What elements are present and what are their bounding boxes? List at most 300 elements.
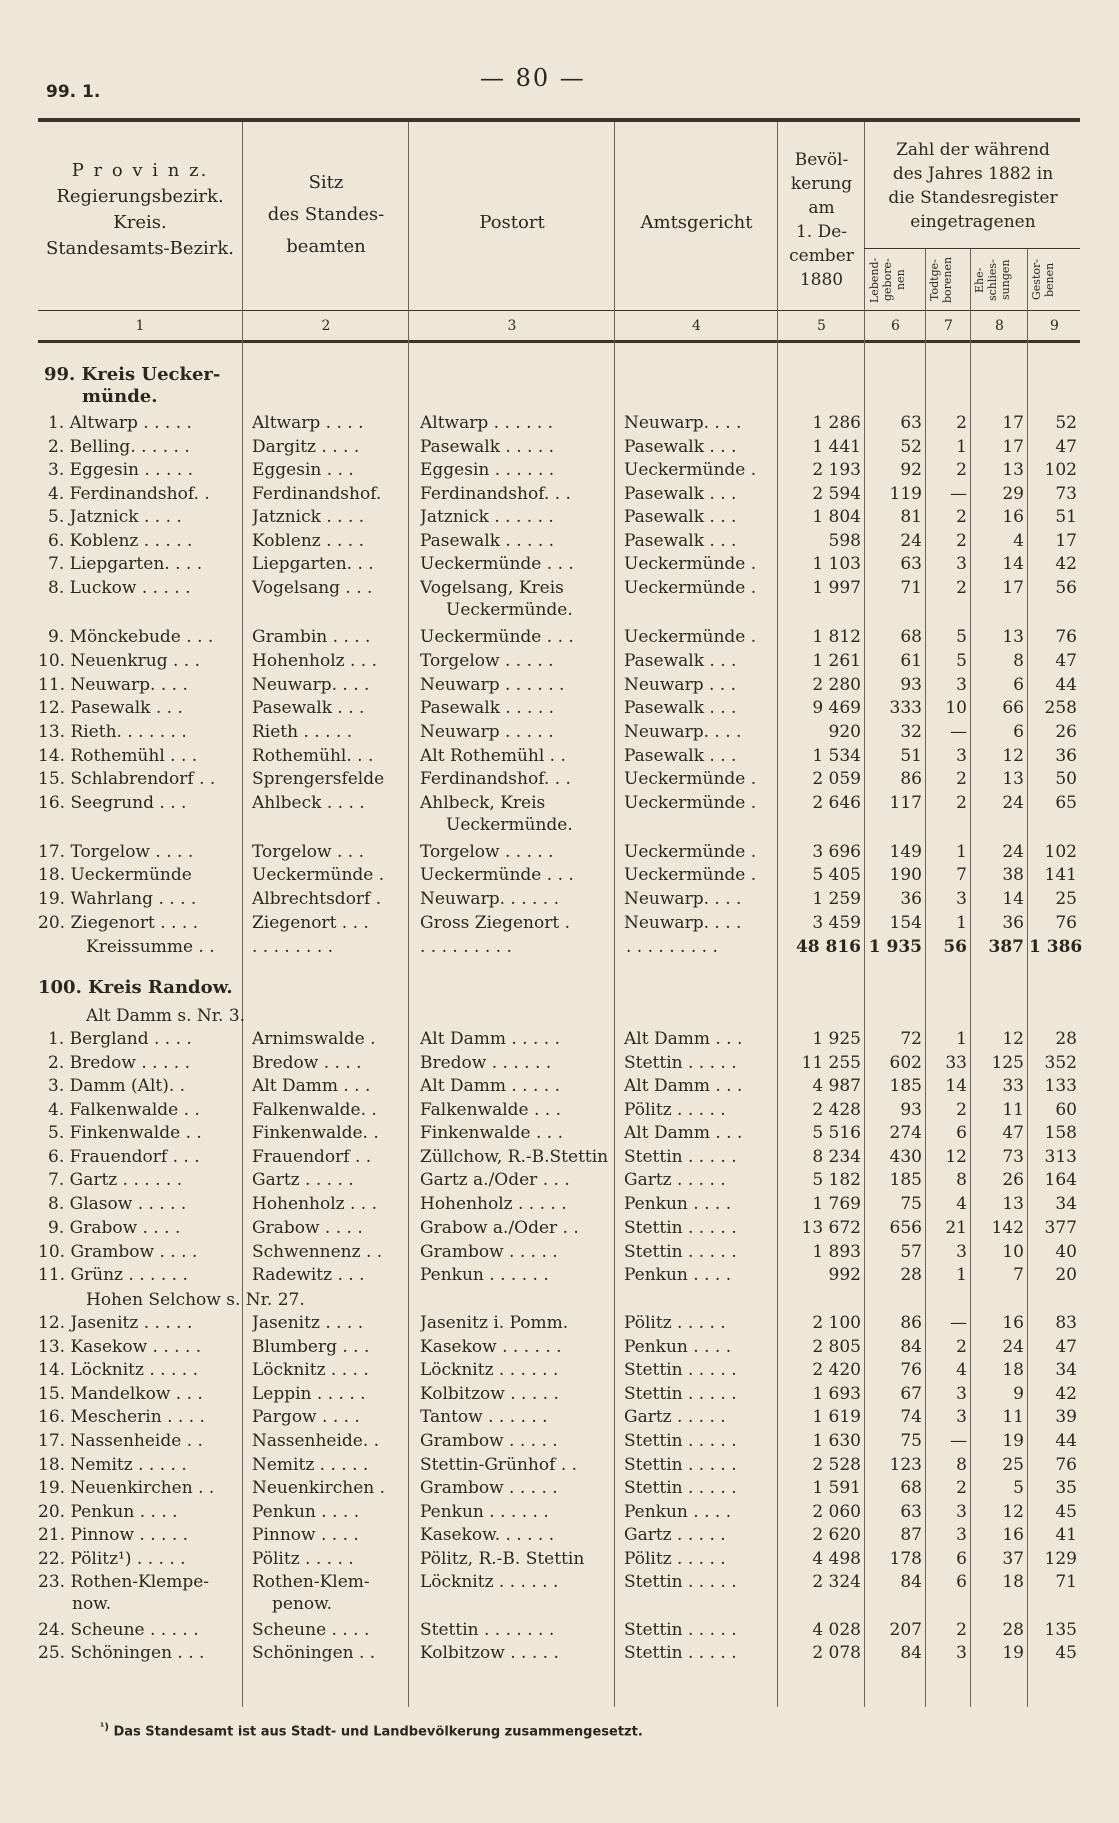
stillbirths: 2 xyxy=(956,413,967,433)
live-births: 32 xyxy=(900,722,922,742)
post-office: Bredow . . . . . . xyxy=(420,1053,552,1073)
registrar-seat: Finkenwalde. . xyxy=(252,1123,379,1143)
live-births: 190 xyxy=(889,865,922,885)
marriages: 28 xyxy=(1002,1620,1024,1640)
deaths: 133 xyxy=(1044,1076,1077,1096)
marriages: 10 xyxy=(1002,1242,1024,1262)
column-number: 2 xyxy=(321,318,331,334)
post-office: Alt Damm . . . . . xyxy=(420,1029,560,1049)
stillbirths: 6 xyxy=(956,1549,967,1569)
population-1880: 4 028 xyxy=(812,1620,861,1640)
district-name: 6. Koblenz . . . . . xyxy=(48,531,193,551)
registrar-seat: Pargow . . . . xyxy=(252,1407,360,1427)
marriages: 11 xyxy=(1002,1100,1024,1120)
live-births: 117 xyxy=(889,793,922,813)
district-name: 16. Seegrund . . . xyxy=(38,793,187,813)
cross-reference-note: Hohen Selchow s. Nr. 27. xyxy=(86,1290,305,1310)
population-1880: 1 630 xyxy=(812,1431,861,1451)
population-1880: 1 103 xyxy=(812,554,861,574)
population-1880: 2 428 xyxy=(812,1100,861,1120)
deaths: 50 xyxy=(1055,769,1077,789)
registrar-seat: Torgelow . . . xyxy=(252,842,364,862)
population-1880: 3 459 xyxy=(812,913,861,933)
post-office: Alt Damm . . . . . xyxy=(420,1076,560,1096)
live-births: 333 xyxy=(889,698,922,718)
header-col1-line: Standesamts-Bezirk. xyxy=(45,238,234,259)
district-court: Stettin . . . . . xyxy=(624,1478,737,1498)
district-court: Stettin . . . . . xyxy=(624,1620,737,1640)
deaths: 65 xyxy=(1055,793,1077,813)
population-1880: 2 193 xyxy=(812,460,861,480)
sum-dots: . . . . . . . . . xyxy=(626,937,718,957)
deaths: 47 xyxy=(1055,437,1077,457)
population-1880: 920 xyxy=(828,722,861,742)
header-group-line: Zahl der während xyxy=(896,140,1050,160)
district-court: Gartz . . . . . xyxy=(624,1525,726,1545)
live-births: 93 xyxy=(900,1100,922,1120)
stillbirths: 3 xyxy=(956,1384,967,1404)
district-court: Penkun . . . . xyxy=(624,1265,732,1285)
header-col5-line: am xyxy=(808,198,835,218)
district-name: 9. Mönckebude . . . xyxy=(48,627,214,647)
post-office: Pölitz, R.-B. Stettin xyxy=(420,1549,585,1569)
post-office: Gartz a./Oder . . . xyxy=(420,1170,570,1190)
registrar-seat: Pasewalk . . . xyxy=(252,698,365,718)
registrar-seat: Alt Damm . . . xyxy=(252,1076,371,1096)
post-office: Ueckermünde . . . xyxy=(420,865,574,885)
population-1880: 5 182 xyxy=(812,1170,861,1190)
deaths: 158 xyxy=(1044,1123,1077,1143)
deaths: 352 xyxy=(1044,1053,1077,1073)
population-1880: 1 804 xyxy=(812,507,861,527)
column-number: 4 xyxy=(692,318,701,334)
deaths: 34 xyxy=(1055,1194,1077,1214)
registrar-seat: Jasenitz . . . . xyxy=(252,1313,364,1333)
population-1880: 2 100 xyxy=(812,1313,861,1333)
live-births: 76 xyxy=(900,1360,922,1380)
district-name: 17. Torgelow . . . . xyxy=(38,842,194,862)
column-divider xyxy=(1027,248,1028,1707)
post-office: Eggesin . . . . . . xyxy=(420,460,555,480)
post-office: Pasewalk . . . . . xyxy=(420,437,555,457)
header-col7: Todtge-borenen xyxy=(928,256,954,304)
column-number: 6 xyxy=(891,318,900,334)
district-name: 21. Pinnow . . . . . xyxy=(38,1525,189,1545)
stillbirths: 2 xyxy=(956,460,967,480)
registrar-seat: Ferdinandshof. xyxy=(252,484,382,504)
district-court: Neuwarp . . . xyxy=(624,675,737,695)
post-office: Löcknitz . . . . . . xyxy=(420,1360,559,1380)
stillbirths: 1 xyxy=(956,1265,967,1285)
district-court: Ueckermünde . xyxy=(624,578,757,598)
deaths: 34 xyxy=(1055,1360,1077,1380)
post-office: Ueckermünde . . . xyxy=(420,627,574,647)
district-court: Penkun . . . . xyxy=(624,1194,732,1214)
population-1880: 2 060 xyxy=(812,1502,861,1522)
population-1880: 1 693 xyxy=(812,1384,861,1404)
population-1880: 1 812 xyxy=(812,627,861,647)
district-court: Ueckermünde . xyxy=(624,554,757,574)
district-name: 25. Schöningen . . . xyxy=(38,1643,205,1663)
district-court: Alt Damm . . . xyxy=(624,1123,743,1143)
post-office: Jasenitz i. Pomm. xyxy=(420,1313,569,1333)
district-court: Ueckermünde . xyxy=(624,793,757,813)
post-office: Grambow . . . . . xyxy=(420,1431,558,1451)
deaths: 17 xyxy=(1055,531,1077,551)
district-court: Stettin . . . . . xyxy=(624,1455,737,1475)
marriages: 24 xyxy=(1002,1337,1024,1357)
stillbirths: 1 xyxy=(956,913,967,933)
marriages: 8 xyxy=(1013,651,1024,671)
post-office: Torgelow . . . . . xyxy=(420,651,554,671)
deaths: 20 xyxy=(1055,1265,1077,1285)
district-court: Stettin . . . . . xyxy=(624,1643,737,1663)
column-number: 9 xyxy=(1050,318,1059,334)
stillbirths: 2 xyxy=(956,531,967,551)
district-name: 4. Falkenwalde . . xyxy=(48,1100,200,1120)
population-1880: 2 646 xyxy=(812,793,861,813)
live-births: 123 xyxy=(889,1455,922,1475)
marriages: 19 xyxy=(1002,1431,1024,1451)
district-name: 20. Ziegenort . . . . xyxy=(38,913,199,933)
sum-deaths: 1 386 xyxy=(1029,937,1083,957)
post-office: Grambow . . . . . xyxy=(420,1478,558,1498)
column-divider xyxy=(614,122,615,1707)
marriages: 13 xyxy=(1002,1194,1024,1214)
stillbirths: 10 xyxy=(945,698,967,718)
stillbirths: 3 xyxy=(956,554,967,574)
district-court: Pasewalk . . . xyxy=(624,746,737,766)
sum-dots: . . . . . . . . . xyxy=(420,937,512,957)
marriages: 5 xyxy=(1013,1478,1024,1498)
district-court: Stettin . . . . . xyxy=(624,1431,737,1451)
district-court: Neuwarp. . . . xyxy=(624,722,742,742)
registrar-seat: Ueckermünde . xyxy=(252,865,385,885)
registrar-seat: Rothemühl. . . xyxy=(252,746,374,766)
deaths: 42 xyxy=(1055,554,1077,574)
population-1880: 13 672 xyxy=(801,1218,861,1238)
registrar-seat: Scheune . . . . xyxy=(252,1620,370,1640)
marriages: 17 xyxy=(1002,578,1024,598)
marriages: 4 xyxy=(1013,531,1024,551)
header-col5-line: Bevöl- xyxy=(794,150,849,170)
live-births: 81 xyxy=(900,507,922,527)
post-office: Grambow . . . . . xyxy=(420,1242,558,1262)
post-office: Ferdinandshof. . . xyxy=(420,769,571,789)
stillbirths: 33 xyxy=(945,1053,967,1073)
population-1880: 5 516 xyxy=(812,1123,861,1143)
post-office: Pasewalk . . . . . xyxy=(420,698,555,718)
stillbirths: 3 xyxy=(956,675,967,695)
district-name: 13. Rieth. . . . . . . xyxy=(38,722,187,742)
post-office: Finkenwalde . . . xyxy=(420,1123,563,1143)
district-name: 20. Penkun . . . . xyxy=(38,1502,178,1522)
deaths: 47 xyxy=(1055,1337,1077,1357)
header-group-line: eingetragenen xyxy=(910,212,1036,232)
stillbirths: 3 xyxy=(956,1643,967,1663)
live-births: 207 xyxy=(889,1620,922,1640)
population-1880: 1 769 xyxy=(812,1194,861,1214)
stillbirths: 2 xyxy=(956,1100,967,1120)
registrar-seat: Arnimswalde . xyxy=(252,1029,376,1049)
deaths: 76 xyxy=(1055,1455,1077,1475)
marriages: 37 xyxy=(1002,1549,1024,1569)
registrar-seat: Hohenholz . . . xyxy=(252,1194,378,1214)
district-court: Pasewalk . . . xyxy=(624,437,737,457)
post-office: Torgelow . . . . . xyxy=(420,842,554,862)
district-name: 14. Löcknitz . . . . . xyxy=(38,1360,198,1380)
header-col1-line: Regierungsbezirk. xyxy=(56,186,224,207)
sum-label: Kreissumme . . xyxy=(86,937,215,957)
post-office: Gross Ziegenort . xyxy=(420,913,570,933)
stillbirths: 1 xyxy=(956,842,967,862)
live-births: 93 xyxy=(900,675,922,695)
district-name: 12. Pasewalk . . . xyxy=(38,698,183,718)
district-court: Pölitz . . . . . xyxy=(624,1100,726,1120)
header-group-line: die Standesregister xyxy=(888,188,1058,208)
registrar-seat: Altwarp . . . . xyxy=(252,413,364,433)
column-number: 1 xyxy=(135,318,145,334)
population-1880: 1 286 xyxy=(812,413,861,433)
stillbirths: 5 xyxy=(956,651,967,671)
stillbirths: 4 xyxy=(956,1360,967,1380)
post-office: Alt Rothemühl . . xyxy=(420,746,566,766)
live-births: 86 xyxy=(900,1313,922,1333)
post-office: Penkun . . . . . . xyxy=(420,1265,549,1285)
population-1880: 598 xyxy=(828,531,861,551)
district-court: Alt Damm . . . xyxy=(624,1076,743,1096)
district-name: 14. Rothemühl . . . xyxy=(38,746,198,766)
header-col5-line: kerung xyxy=(790,174,853,194)
deaths: 377 xyxy=(1044,1218,1077,1238)
header-col2-line: Sitz xyxy=(308,172,344,193)
deaths: 42 xyxy=(1055,1384,1077,1404)
stillbirths: 21 xyxy=(945,1218,967,1238)
post-office: Kasekow . . . . . . xyxy=(420,1337,562,1357)
stillbirths: 14 xyxy=(945,1076,967,1096)
district-name: 7. Gartz . . . . . . xyxy=(48,1170,183,1190)
marriages: 29 xyxy=(1002,484,1024,504)
stillbirths: 6 xyxy=(956,1123,967,1143)
marriages: 12 xyxy=(1002,1029,1024,1049)
live-births: 63 xyxy=(900,413,922,433)
population-1880: 2 528 xyxy=(812,1455,861,1475)
column-divider xyxy=(970,248,971,1707)
header-col8: Ehe-schlies-sungen xyxy=(973,259,1012,301)
stillbirths: 3 xyxy=(956,1525,967,1545)
district-name: 19. Neuenkirchen . . xyxy=(38,1478,215,1498)
district-name: 22. Pölitz¹) . . . . . xyxy=(38,1549,186,1569)
district-court: Pasewalk . . . xyxy=(624,698,737,718)
page-header-left: 99. 1. xyxy=(46,82,101,102)
stillbirths: 2 xyxy=(956,578,967,598)
stillbirths: 3 xyxy=(956,1242,967,1262)
district-name: 1. Bergland . . . . xyxy=(48,1029,192,1049)
registrar-seat: Sprengersfelde xyxy=(252,769,385,789)
population-1880: 2 805 xyxy=(812,1337,861,1357)
header-rule xyxy=(38,310,1080,311)
post-office: Stettin . . . . . . . xyxy=(420,1620,555,1640)
header-col5-line: 1880 xyxy=(799,270,844,290)
registrar-seat: Jatznick . . . . xyxy=(252,507,365,527)
deaths: 41 xyxy=(1055,1525,1077,1545)
header-col2-line: beamten xyxy=(286,236,366,257)
deaths: 52 xyxy=(1055,413,1077,433)
registrar-seat: Liepgarten. . . xyxy=(252,554,374,574)
deaths: 102 xyxy=(1044,460,1077,480)
live-births: 52 xyxy=(900,437,922,457)
population-1880: 1 925 xyxy=(812,1029,861,1049)
column-divider xyxy=(777,122,778,1707)
district-court: Ueckermünde . xyxy=(624,842,757,862)
marriages: 16 xyxy=(1002,507,1024,527)
registrar-seat: Ahlbeck . . . . xyxy=(252,793,365,813)
district-court: Stettin . . . . . xyxy=(624,1218,737,1238)
post-office: Tantow . . . . . . xyxy=(420,1407,548,1427)
population-1880: 5 405 xyxy=(812,865,861,885)
district-court: Penkun . . . . xyxy=(624,1337,732,1357)
marriages: 18 xyxy=(1002,1360,1024,1380)
marriages: 7 xyxy=(1013,1265,1024,1285)
district-name: 13. Kasekow . . . . . xyxy=(38,1337,202,1357)
registrar-seat: Nassenheide. . xyxy=(252,1431,380,1451)
live-births: 36 xyxy=(900,889,922,909)
district-name-continued: now. xyxy=(72,1594,112,1614)
live-births: 71 xyxy=(900,578,922,598)
marriages: 14 xyxy=(1002,889,1024,909)
column-divider xyxy=(242,122,243,1707)
district-court: Alt Damm . . . xyxy=(624,1029,743,1049)
live-births: 84 xyxy=(900,1337,922,1357)
district-court: Pasewalk . . . xyxy=(624,651,737,671)
population-1880: 9 469 xyxy=(812,698,861,718)
district-name: 18. Nemitz . . . . . xyxy=(38,1455,187,1475)
district-name: 1. Altwarp . . . . . xyxy=(48,413,192,433)
section-title-ueckermuende xyxy=(44,364,220,408)
sum-population: 48 816 xyxy=(795,937,861,957)
deaths: 35 xyxy=(1055,1478,1077,1498)
marriages: 17 xyxy=(1002,437,1024,457)
column-number: 7 xyxy=(944,318,953,334)
live-births: 430 xyxy=(889,1147,922,1167)
district-court: Stettin . . . . . xyxy=(624,1360,737,1380)
deaths: 60 xyxy=(1055,1100,1077,1120)
registrar-seat: Rieth . . . . . xyxy=(252,722,353,742)
column-divider xyxy=(864,122,865,1707)
marriages: 18 xyxy=(1002,1572,1024,1592)
cross-reference-note: Alt Damm s. Nr. 3. xyxy=(86,1006,246,1026)
population-1880: 992 xyxy=(828,1265,861,1285)
registrar-seat: Vogelsang . . . xyxy=(252,578,373,598)
stillbirths: — xyxy=(950,722,967,742)
district-name: 24. Scheune . . . . . xyxy=(38,1620,199,1640)
marriages: 125 xyxy=(991,1053,1024,1073)
district-court: Stettin . . . . . xyxy=(624,1147,737,1167)
stillbirths: — xyxy=(950,1313,967,1333)
deaths: 44 xyxy=(1055,1431,1077,1451)
column-number: 8 xyxy=(995,318,1004,334)
marriages: 14 xyxy=(1002,554,1024,574)
post-office: Kolbitzow . . . . . xyxy=(420,1643,559,1663)
population-1880: 2 059 xyxy=(812,769,861,789)
stillbirths: 5 xyxy=(956,627,967,647)
deaths: 36 xyxy=(1055,746,1077,766)
marriages: 26 xyxy=(1002,1170,1024,1190)
live-births: 84 xyxy=(900,1572,922,1592)
district-name: 6. Frauendorf . . . xyxy=(48,1147,200,1167)
section-title-line: 99. Kreis Uecker- xyxy=(44,364,221,385)
marriages: 13 xyxy=(1002,627,1024,647)
live-births: 24 xyxy=(900,531,922,551)
sum-live-births: 1 935 xyxy=(868,937,922,957)
registrar-seat: Koblenz . . . . xyxy=(252,531,364,551)
marriages: 38 xyxy=(1002,865,1024,885)
live-births: 185 xyxy=(889,1170,922,1190)
deaths: 71 xyxy=(1055,1572,1077,1592)
deaths: 45 xyxy=(1055,1643,1077,1663)
district-name: 10. Grambow . . . . xyxy=(38,1242,198,1262)
district-court: Pölitz . . . . . xyxy=(624,1313,726,1333)
header-col1-line: P r o v i n z. xyxy=(71,160,209,181)
marriages: 142 xyxy=(991,1218,1024,1238)
district-court: Pölitz . . . . . xyxy=(624,1549,726,1569)
district-name: 10. Neuenkrug . . . xyxy=(38,651,201,671)
footnote xyxy=(100,1722,643,1739)
header-group xyxy=(866,138,1080,234)
column-number: 5 xyxy=(817,318,826,334)
post-office: Züllchow, R.-B.Stettin xyxy=(420,1147,609,1167)
marriages: 9 xyxy=(1013,1384,1024,1404)
registrar-seat: Dargitz . . . . xyxy=(252,437,360,457)
registrar-seat: Frauendorf . . xyxy=(252,1147,372,1167)
header-col4: Amtsgericht xyxy=(640,212,753,233)
live-births: 274 xyxy=(889,1123,922,1143)
deaths: 44 xyxy=(1055,675,1077,695)
registrar-seat: Nemitz . . . . . xyxy=(252,1455,369,1475)
stillbirths: 2 xyxy=(956,1337,967,1357)
district-court: Ueckermünde . xyxy=(624,460,757,480)
population-1880: 1 261 xyxy=(812,651,861,671)
post-office: Vogelsang, Kreis xyxy=(420,578,564,598)
registrar-seat: Leppin . . . . . xyxy=(252,1384,366,1404)
registrar-seat: Radewitz . . . xyxy=(252,1265,365,1285)
district-name: 7. Liepgarten. . . . xyxy=(48,554,203,574)
marriages: 36 xyxy=(1002,913,1024,933)
deaths: 39 xyxy=(1055,1407,1077,1427)
header-col2-line: des Standes- xyxy=(267,204,385,225)
marriages: 47 xyxy=(1002,1123,1024,1143)
registrar-seat: Gartz . . . . . xyxy=(252,1170,354,1190)
registrar-seat: Albrechtsdorf . xyxy=(252,889,382,909)
population-1880: 2 078 xyxy=(812,1643,861,1663)
live-births: 72 xyxy=(900,1029,922,1049)
stillbirths: 4 xyxy=(956,1194,967,1214)
stillbirths: — xyxy=(950,484,967,504)
page-number: — 80 — xyxy=(480,64,586,92)
marriages: 24 xyxy=(1002,842,1024,862)
population-1880: 4 498 xyxy=(812,1549,861,1569)
live-births: 63 xyxy=(900,1502,922,1522)
post-office: Penkun . . . . . . xyxy=(420,1502,549,1522)
deaths: 47 xyxy=(1055,651,1077,671)
live-births: 84 xyxy=(900,1643,922,1663)
district-name: 5. Jatznick . . . . xyxy=(48,507,182,527)
header-col6: Lebend-gebore-nen xyxy=(868,257,907,303)
district-name: 12. Jasenitz . . . . . xyxy=(38,1313,193,1333)
deaths: 28 xyxy=(1055,1029,1077,1049)
deaths: 129 xyxy=(1044,1549,1077,1569)
population-1880: 1 997 xyxy=(812,578,861,598)
